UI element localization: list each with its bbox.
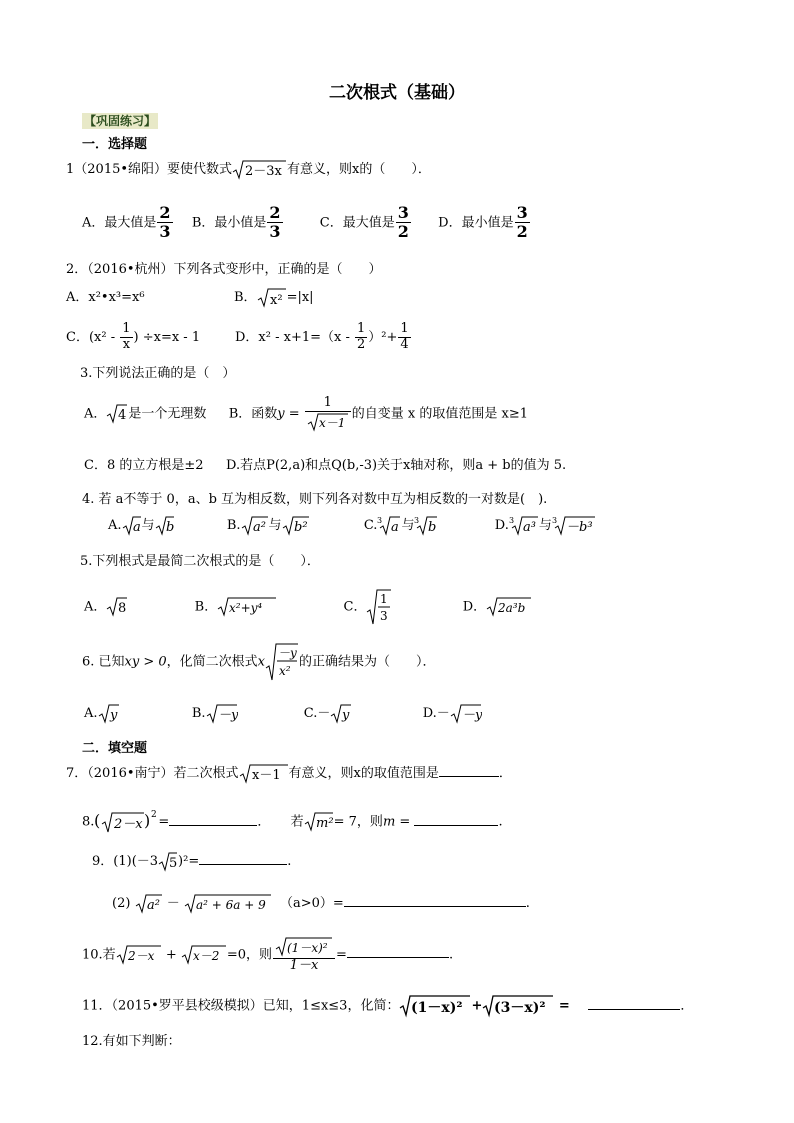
svg-text:－y: －y	[217, 707, 238, 723]
svg-text:x²+y⁴: x²+y⁴	[229, 601, 263, 615]
fraction: $\frac{2}{3}$	[269, 203, 281, 242]
svg-text:x－1: x－1	[318, 415, 346, 430]
question-9-part-2: (2) a² － a² + 6a + 9 （a>0）= .	[112, 892, 530, 915]
radical-sign	[155, 515, 175, 537]
practice-badge: 【巩固练习】	[84, 114, 157, 128]
question-11: 11．（2015•罗平县校级模拟）已知，1≤x≤3，化简： (1－x)² + (3－x)² = ．	[82, 994, 693, 1018]
question-4-options: A. a 与 b B. a² 与 b² C. 3 a 与 3 b D. 3 a³ 与 3 －b³	[108, 514, 596, 537]
answer-blank[interactable]	[588, 997, 680, 1010]
radical-sign	[366, 588, 392, 626]
svg-text:3: 3	[551, 515, 557, 525]
fraction: $\frac{3}{2}$	[397, 203, 409, 242]
svg-text:－y: －y	[461, 707, 482, 723]
radical-sign	[239, 763, 289, 785]
question-7: 7．（2016•南宁）若二次根式 x－1 有意义，则x的取值范围是 ．	[66, 762, 512, 785]
svg-text:x²: x²	[279, 664, 291, 678]
question-2-option-c: C．(x² - $\frac{1}{x}$ ) ÷x=x - 1	[66, 321, 201, 352]
question-2-option-d: D．x² - x+1=（x - $\frac{1}{2}$ ）²+ $\frac{1}{4}$	[235, 321, 409, 352]
page-title: 二次根式（基础）	[329, 83, 465, 103]
question-12: 12.有如下判断：	[82, 1034, 181, 1049]
svg-text:3: 3	[377, 515, 383, 525]
cube-root-sign	[414, 515, 438, 537]
question-2: 2．（2016•杭州）下列各式变形中，正确的是（ ）	[66, 262, 382, 277]
radical-sign	[122, 515, 142, 537]
svg-text:(3－x)²: (3－x)²	[494, 1000, 546, 1016]
radical-sign	[206, 703, 238, 725]
svg-text:－b³: －b³	[565, 519, 593, 535]
svg-text:8: 8	[118, 601, 127, 616]
cube-root-sign	[377, 515, 401, 537]
question-9-part-1: 9．(1)(－3 5 )²= .	[92, 850, 291, 873]
fraction: $\frac{3}{2}$	[516, 203, 528, 242]
question-10: 10.若 2－x + x－2 =0，则 $\frac{\text{(1－x)²}}{1-x}$ = .	[82, 936, 453, 974]
svg-text:2－3x: 2－3x	[245, 163, 282, 179]
svg-text:2－x: 2－x	[114, 817, 144, 832]
svg-text:(: (	[94, 811, 101, 830]
svg-text:1: 1	[380, 592, 389, 606]
radical-sign	[241, 515, 269, 537]
radical-sign	[232, 159, 287, 181]
svg-text:4: 4	[118, 407, 127, 423]
question-6: 6. 已知xy > 0，化简二次根式x －y x² 的正确结果为（ ）．	[82, 642, 436, 682]
radical-sign	[275, 936, 333, 958]
question-3-option-d: D.若点P(2,a)和点Q(b,-3)关于x轴对称，则a + b的值为 5.	[226, 458, 567, 473]
answer-blank[interactable]	[344, 894, 526, 907]
svg-text:x－1: x－1	[251, 767, 281, 783]
radical-sign	[450, 703, 482, 725]
svg-text:(1－x)²: (1－x)²	[287, 941, 328, 955]
radical-sign	[282, 515, 310, 537]
radical-sign	[158, 851, 178, 873]
svg-text:m²: m²	[315, 816, 334, 831]
question-8: 8. ( 2－x ) 2 = ． 若 m² = 7，则m = .	[82, 808, 503, 836]
question-1: 1（2015•绵阳）要使代数式 2－3x 有意义，则x的（ ）．	[66, 158, 431, 181]
cube-root-sign	[509, 515, 539, 537]
svg-text:a² + 6a + 9: a² + 6a + 9	[195, 897, 266, 912]
svg-text:(1－x)²: (1－x)²	[411, 1000, 463, 1016]
question-4: 4. 若 a不等于 0，a、b 互为相反数，则下列各对数中互为相反数的一对数是( ).	[82, 492, 548, 507]
svg-text:5: 5	[169, 855, 178, 871]
svg-text:2－x: 2－x	[127, 948, 155, 963]
radical-sign	[304, 811, 334, 833]
svg-text:2: 2	[151, 810, 158, 820]
radical-sign	[265, 642, 299, 682]
answer-blank[interactable]	[347, 945, 449, 958]
svg-text:y: y	[342, 707, 350, 723]
svg-text:a²: a²	[146, 897, 160, 913]
radical-sign	[482, 994, 554, 1018]
radical-sign	[399, 994, 471, 1018]
radical-sign	[257, 287, 287, 309]
question-2-option-a: A．x²•x³=x⁶	[66, 290, 145, 305]
svg-text:3: 3	[414, 515, 420, 525]
radical-sign	[486, 596, 532, 618]
question-5-options: A． 8 B． x²+y⁴ C． 1 3 D． 2a³b	[84, 588, 532, 626]
radical-sign	[106, 596, 128, 618]
question-1-options: A．最大值是 $\frac{2}{3}$ B．最小值是 $\frac{2}{3}$ C．最大值是 $\frac{3}{2}$ D．最小值是 $\frac{3}{2}$	[82, 203, 528, 242]
answer-blank[interactable]	[199, 852, 287, 865]
answer-blank[interactable]	[169, 813, 257, 826]
section-heading-choice: 一．选择题	[82, 137, 148, 152]
svg-text:): )	[144, 811, 151, 830]
svg-text:b: b	[428, 519, 437, 535]
radical-sign	[106, 403, 128, 425]
cube-root-sign	[552, 515, 596, 537]
question-6-options: A. y B. －y C.－ y D.－ －y	[84, 702, 482, 725]
fraction: $\frac{2}{3}$	[159, 203, 171, 242]
answer-blank[interactable]	[414, 813, 498, 826]
radical-sign	[184, 893, 272, 915]
svg-text:a: a	[391, 519, 400, 535]
radical-sign	[181, 944, 227, 966]
question-3-option-c: C．8 的立方根是±2	[84, 458, 204, 473]
svg-text:b²: b²	[293, 519, 308, 535]
radical-sign	[98, 703, 120, 725]
question-5: 5.下列根式是最简二次根式的是（ ）．	[80, 554, 320, 569]
answer-blank[interactable]	[439, 764, 499, 777]
svg-text:2a³b: 2a³b	[498, 601, 526, 615]
svg-text:a²: a²	[252, 519, 266, 535]
svg-text:a: a	[132, 519, 141, 535]
svg-text:y: y	[109, 707, 117, 723]
svg-text:x－2: x－2	[192, 948, 220, 963]
question-3: 3.下列说法正确的是（ ）	[80, 366, 236, 381]
question-2-option-b: B． x² =|x|	[234, 286, 314, 309]
section-heading-fill: 二．填空题	[82, 741, 148, 756]
svg-text:b: b	[165, 519, 174, 535]
radical-sign	[330, 703, 352, 725]
radical-sign	[307, 412, 349, 432]
svg-text:－y: －y	[278, 646, 297, 660]
svg-text:3: 3	[508, 515, 514, 525]
svg-text:a³: a³	[522, 519, 536, 535]
radical-sign	[94, 808, 158, 836]
svg-text:3: 3	[380, 609, 389, 623]
radical-sign	[217, 596, 277, 618]
radical-sign	[116, 944, 162, 966]
question-3-options-ab: A． 4 是一个无理数 B．函数y = $\frac{1}{x-1}$ 的自变量 x 的取值范围是 x≥1	[84, 395, 528, 430]
svg-text:x²: x²	[269, 292, 283, 308]
radical-sign	[135, 893, 163, 915]
